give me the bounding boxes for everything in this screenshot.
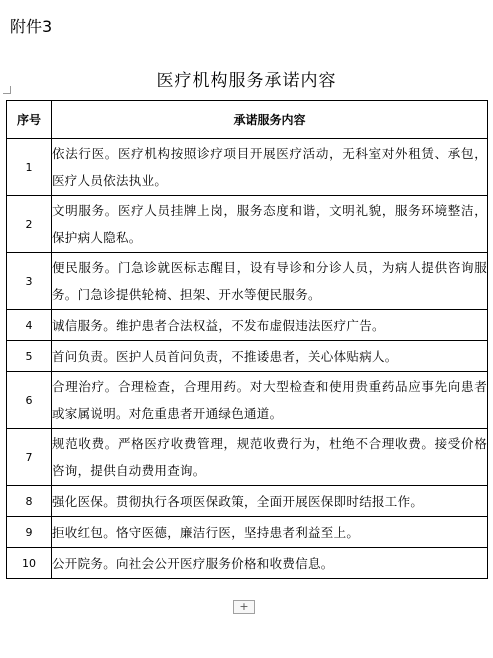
- row-content: 公开院务。向社会公开医疗服务价格和收费信息。: [52, 548, 488, 579]
- row-number: 3: [7, 253, 52, 310]
- row-number: 10: [7, 548, 52, 579]
- attachment-label: 附件3: [10, 17, 53, 36]
- row-content: 强化医保。贯彻执行各项医保政策，全面开展医保即时结报工作。: [52, 486, 488, 517]
- document-title: 医疗机构服务承诺内容: [156, 71, 337, 91]
- row-content: 便民服务。门急诊就医标志醒目，设有导诊和分诊人员，为病人提供咨询服务。门急诊提供轮椅、担架、开水等便民服务。: [52, 253, 488, 310]
- row-number: 2: [7, 196, 52, 253]
- table-row: [7, 196, 488, 253]
- table-header-row: [7, 101, 488, 139]
- row-number: 9: [7, 517, 52, 548]
- table-row: [7, 139, 488, 196]
- row-content: 诚信服务。维护患者合法权益，不发布虚假违法医疗广告。: [52, 310, 488, 341]
- row-content: 首问负责。医护人员首问负责，不推诿患者，关心体贴病人。: [52, 341, 488, 372]
- table-row: [7, 429, 488, 486]
- row-number: 5: [7, 341, 52, 372]
- row-number: 4: [7, 310, 52, 341]
- table-row: [7, 372, 488, 429]
- table-row: [7, 486, 488, 517]
- row-content: 合理治疗。合理检查，合理用药。对大型检查和使用贵重药品应事先向患者或家属说明。对危重患者开通绿色通道。: [52, 372, 488, 429]
- add-row-button[interactable]: +: [233, 600, 255, 614]
- row-content: 规范收费。严格医疗收费管理，规范收费行为，杜绝不合理收费。接受价格咨询，提供自动费用查询。: [52, 429, 488, 486]
- table-row: [7, 517, 488, 548]
- table-row: [7, 548, 488, 579]
- table-row: [7, 310, 488, 341]
- row-number: 1: [7, 139, 52, 196]
- row-content: 依法行医。医疗机构按照诊疗项目开展医疗活动，无科室对外租赁、承包，医疗人员依法执业。: [52, 139, 488, 196]
- row-content: 拒收红包。恪守医德，廉洁行医，坚持患者利益至上。: [52, 517, 488, 548]
- header-serial-number: 序号: [7, 101, 52, 139]
- service-commitment-table: [6, 100, 488, 579]
- row-content: 文明服务。医疗人员挂牌上岗，服务态度和谐，文明礼貌，服务环境整洁，保护病人隐私。: [52, 196, 488, 253]
- row-number: 8: [7, 486, 52, 517]
- table-row: [7, 253, 488, 310]
- row-number: 7: [7, 429, 52, 486]
- row-number: 6: [7, 372, 52, 429]
- table-row: [7, 341, 488, 372]
- header-commitment-content: 承诺服务内容: [52, 101, 488, 139]
